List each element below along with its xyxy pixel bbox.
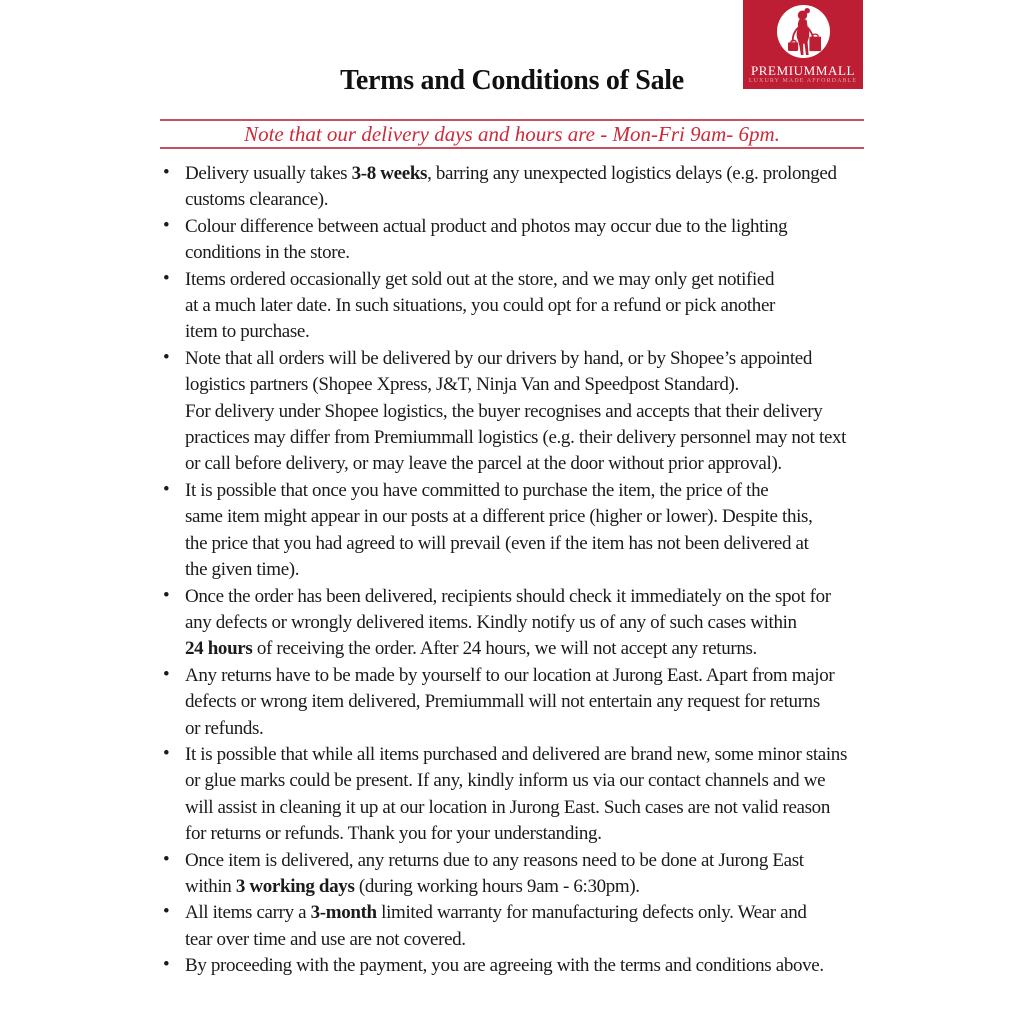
- list-item: [163, 478, 864, 584]
- bullet-icon: •: [163, 901, 170, 923]
- list-item: [163, 663, 864, 742]
- term-line: tear over time and use are not covered.: [185, 928, 466, 950]
- term-line: same item might appear in our posts at a different price (higher or lower). Despite this,: [185, 506, 813, 528]
- term-line: the given time).: [185, 559, 300, 581]
- list-item: [163, 742, 864, 848]
- term-line: or glue marks could be present. If any, kindly inform us via our contact channels and we: [185, 770, 826, 792]
- page-title: Terms and Conditions of Sale: [340, 65, 684, 96]
- list-item: [163, 214, 864, 267]
- term-line: Once item is delivered, any returns due to any reasons need to be done at Jurong East: [185, 849, 804, 871]
- term-line: By proceeding with the payment, you are agreeing with the terms and conditions above.: [185, 955, 824, 977]
- bullet-icon: •: [163, 267, 170, 289]
- term-line: Once the order has been delivered, recipients should check it immediately on the spot for: [185, 585, 831, 607]
- term-line: conditions in the store.: [185, 242, 350, 264]
- term-line: customs clearance).: [185, 189, 329, 211]
- term-line: Items ordered occasionally get sold out at the store, and we may only get notified: [185, 268, 775, 290]
- list-item: [163, 848, 864, 901]
- term-line: Delivery usually takes 3-8 weeks, barring any unexpected logistics delays (e.g. prolonged: [185, 163, 837, 184]
- term-line: at a much later date. In such situations, you could opt for a refund or pick another: [185, 295, 776, 317]
- bullet-icon: •: [163, 346, 170, 368]
- logo-tagline-text: LUXURY MADE AFFORDABLE: [748, 78, 858, 84]
- term-line: 24 hours of receiving the order. After 24 hours, we will not accept any returns.: [185, 638, 757, 660]
- list-item: [163, 346, 864, 478]
- term-line: logistics partners (Shopee Xpress, J&T, Ninja Van and Speedpost Standard).: [185, 374, 739, 396]
- term-line: practices may differ from Premiummall logistics (e.g. their delivery personnel may not text: [185, 427, 847, 449]
- term-line: It is possible that while all items purchased and delivered are brand new, some minor stains: [185, 743, 847, 765]
- term-line: any defects or wrongly delivered items. Kindly notify us of any of such cases within: [185, 611, 797, 633]
- list-item: [163, 584, 864, 663]
- term-line: defects or wrong item delivered, Premiummall will not entertain any request for returns: [185, 691, 820, 713]
- list-item: [163, 900, 864, 953]
- term-line: or refunds.: [185, 717, 264, 739]
- term-line: It is possible that once you have committed to purchase the item, the price of the: [185, 479, 769, 501]
- term-line: For delivery under Shopee logistics, the buyer recognises and accepts that their delivery: [185, 400, 823, 422]
- bullet-icon: •: [163, 478, 170, 500]
- term-line: Colour difference between actual product and photos may occur due to the lighting: [185, 215, 788, 237]
- bullet-icon: •: [163, 848, 170, 870]
- term-line: the price that you had agreed to will prevail (even if the item has not been delivered at: [185, 532, 809, 554]
- bullet-icon: •: [163, 742, 170, 764]
- list-item: [163, 953, 864, 979]
- bullet-icon: •: [163, 584, 170, 606]
- document-content: [160, 0, 864, 980]
- bullet-icon: •: [163, 162, 170, 183]
- term-line: Any returns have to be made by yourself to our location at Jurong East. Apart from major: [185, 664, 835, 686]
- term-line: or call before delivery, or may leave the parcel at the door without prior approval).: [185, 453, 782, 475]
- term-line: Note that all orders will be delivered by our drivers by hand, or by Shopee’s appointed: [185, 347, 812, 369]
- bullet-icon: •: [163, 214, 170, 236]
- list-item: [163, 161, 864, 214]
- term-line: will assist in cleaning it up at our location in Jurong East. Such cases are not valid reason: [185, 796, 830, 818]
- bullet-icon: •: [163, 663, 170, 685]
- term-line: item to purchase.: [185, 321, 310, 343]
- bullet-icon: •: [163, 954, 170, 976]
- logo-brand-text: PREMIUMMALL: [750, 63, 856, 78]
- delivery-notice: Note that our delivery days and hours are - Mon-Fri 9am- 6pm.: [160, 119, 864, 149]
- terms-list: [160, 161, 864, 980]
- term-line: within 3 working days (during working hours 9am - 6:30pm).: [185, 875, 640, 897]
- list-item: [163, 267, 864, 346]
- term-line: All items carry a 3-month limited warranty for manufacturing defects only. Wear and: [185, 902, 807, 924]
- term-line: for returns or refunds. Thank you for your understanding.: [185, 823, 602, 845]
